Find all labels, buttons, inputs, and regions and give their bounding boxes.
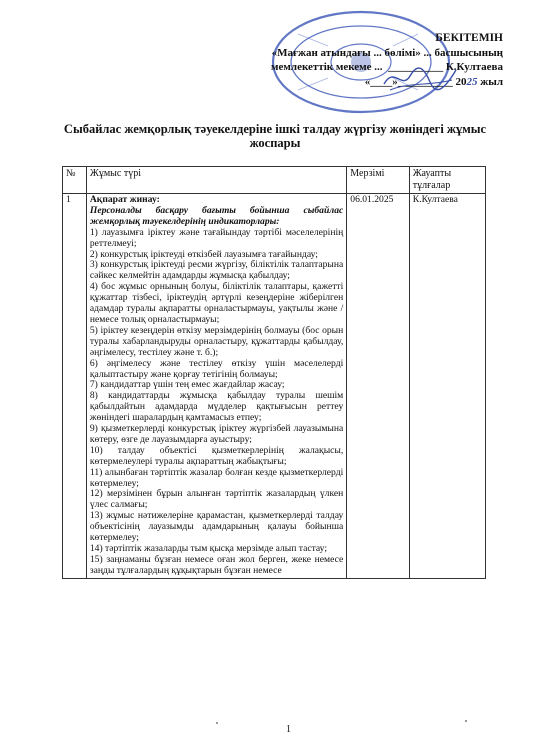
scan-dot xyxy=(216,722,218,724)
row-subheading: Персоналды басқару бағыты бойынша сыбайлас жемқорлық тәуекелдерінің индикаторлары: xyxy=(89,204,344,227)
list-item: 9) қызметкерлерді конкурстық іріктеу жүргізбей лауазымына көтеру, өзге де лауазымдарға ауыстыру; xyxy=(89,423,344,445)
list-item: 6) әңгімелесу және тестілеу өткізу үшін мәселелерді қалыптастыру және қорғау тетігінің болмауы; xyxy=(89,357,344,380)
page-number: 1 xyxy=(286,724,291,735)
list-item: 4) бос жұмыс орнының болуы, біліктілік талаптары, қажетті құжаттар тізбесі, іріктеудің әртүрлі кезеңдеріне жіберілген адамдар туралы ақпаратты орналастырмауы, уақтылы және / немесе толық орналастырмауы; xyxy=(89,281,344,325)
list-item: 8) кандидаттарды жұмысқа қабылдау туралы шешім қабылдайтын адамдарда мүдделер қақтығысын реттеу жөніндегі шаралардың қамтамасыз етпеу; xyxy=(89,390,344,424)
approval-date: «____»__________ 2025 жыл xyxy=(364,75,503,88)
list-item: 14) тәртіптік жазаларды тым қысқа мерзімде алып тастау; xyxy=(89,543,328,554)
page-title: Сыбайлас жемқорлық тәуекелдеріне ішкі талдау жүргізу жөніндегі жұмыс жоспары xyxy=(63,122,487,150)
work-plan-table xyxy=(62,166,486,579)
header-deadline: Мерзімі xyxy=(347,167,410,194)
list-item: 7) кандидаттар үшін тең емес жағдайлар жасау; xyxy=(89,379,285,391)
list-item: 1) лауазымға іріктеу және тағайындау тәртібі мәселелерінің реттелмеуі; xyxy=(89,226,344,249)
list-item: 10) талдау объектісі қызметкерлерінің жалақысы, көтермелеулері туралы ақпараттың жабықтығы; xyxy=(89,444,344,467)
row-deadline: 06.01.2025 xyxy=(347,194,410,579)
list-item: 2) конкурстық іріктеуді өткізбей лауазымға тағайындау; xyxy=(89,248,318,260)
row-heading: Ақпарат жинау: xyxy=(89,194,160,205)
signature-icon xyxy=(380,60,460,96)
list-item: 3) конкурстық іріктеуді ресми жүргізу, біліктілік талаптарына сәйкес келмейтін адамдарды жұмысқа қабылдау; xyxy=(89,259,344,282)
approval-header: БЕКІТЕМІН xyxy=(435,32,503,44)
row-work-type xyxy=(86,194,346,579)
approval-year-suffix: 25 xyxy=(466,75,478,88)
list-item: 5) іріктеу кезеңдерін өткізу мерзімдерінің болмауы (бос орын туралы хабарландыруды орналастыру, құжаттарды қабылдау, әңгімелесу, тестілеу және т. б.); xyxy=(89,324,344,358)
header-number: № xyxy=(63,167,87,194)
list-item: 12) мерзімінен бұрын алынған тәртіптік жазалардың үлкен үлес салмағы; xyxy=(89,488,344,511)
header-work-type: Жұмыс түрі xyxy=(86,167,346,194)
approval-line2-left: мемлекеттік мекеме ... xyxy=(271,61,383,73)
header-responsible: Жауапты тұлғалар xyxy=(409,167,485,194)
row-responsible: К.Култаева xyxy=(409,194,485,579)
approval-line1: «Мағжан атындағы ... бөлімі» ... басшысының xyxy=(271,46,503,59)
list-item: 15) заңнаманы бұзған немесе оған жол берген, жеке немесе заңды тұлғалардың құқықтарын бұзған немесе xyxy=(89,553,344,576)
table-header-row xyxy=(63,167,486,194)
list-item: 13) жұмыс нәтижелеріне қарамастан, қызметкерлерді талдау объектісінің лауазымды адамдарының қалауы бойынша көтермелеу; xyxy=(89,510,344,544)
approval-year-word: жыл xyxy=(480,75,503,88)
approval-signer: К.Култаева xyxy=(445,61,503,73)
approval-year: 20 xyxy=(455,75,467,88)
row-number: 1 xyxy=(63,194,87,579)
list-item: 11) алынбаған тәртіптік жазалар болған кезде қызметкерлерді көтермелеу; xyxy=(89,466,344,489)
table-row xyxy=(63,194,486,579)
approval-line2: мемлекеттік мекеме ... __________ К.Култаева xyxy=(271,61,503,73)
scan-dot xyxy=(465,720,467,722)
